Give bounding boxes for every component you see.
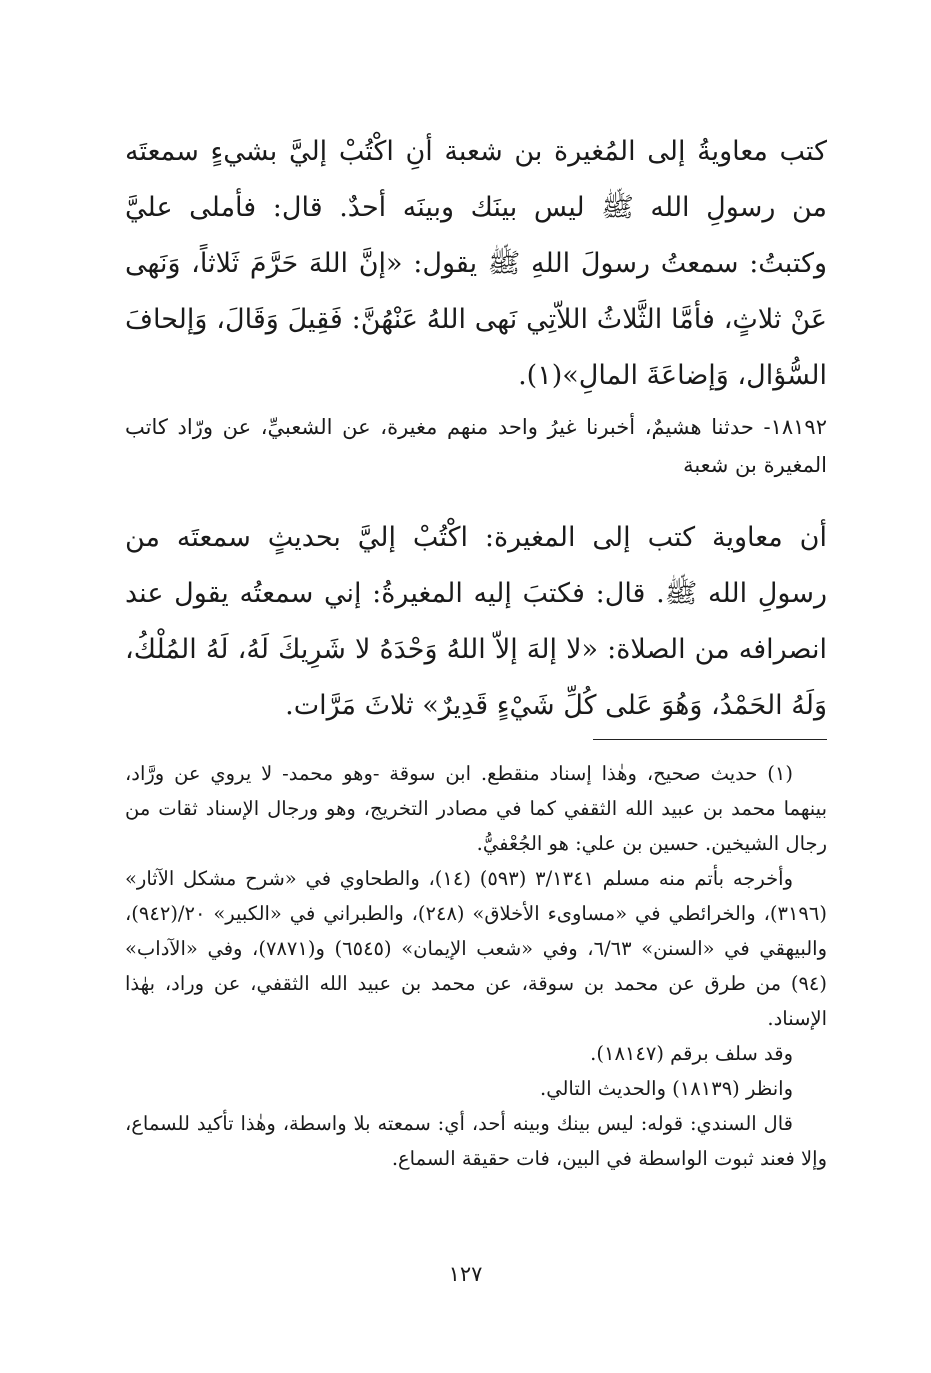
footnotes-section bbox=[125, 756, 827, 1176]
footnote-cross-reference: وقد سلف برقم (١٨١٤٧). bbox=[590, 1042, 793, 1065]
hadith-text-paragraph-2: أن معاوية كتب إلى المغيرة: اكْتُبْ إليَّ بحديثٍ سمعتَه من رسولِ الله ﷺ. قال: فكتبَ إليه المغيرةُ: إني سمعتُه يقول عند انصرافه من الصلاة: «لا إلهَ إلاّ اللهُ وَحْدَهُ لا شَرِيكَ لَهُ، لَهُ المُلْكُ، وَلَهُ الحَمْدُ، وَهُوَ عَلى كُلِّ شَيْءٍ قَدِيرٌ» ثلاثَ مَرَّات. bbox=[125, 522, 827, 721]
footnote-1: (١) حديث صحيح، وهٰذا إسناد منقطع. ابن سوقة -وهو محمد- لا يروي عن ورَّاد، بينهما محمد بن عبيد الله الثقفي كما في مصادر التخريج، وهو ورجال الإسناد ثقات من رجال الشيخين. حسين بن علي: هو الجُعْفيُّ. bbox=[125, 762, 827, 855]
footnote-sindi-comment: قال السندي: قوله: ليس بينك وبينه أحد، أي: سمعته بلا واسطة، وهٰذا تأكيد للسماع، وإلا فعند ثبوت الواسطة في البين، فات حقيقة السماع. bbox=[125, 1112, 827, 1170]
page-number: ١٢٧ bbox=[448, 1262, 483, 1286]
footnote-see-also: وانظر (١٨١٣٩) والحديث التالي. bbox=[540, 1077, 793, 1100]
hadith-chain-paragraph: ١٨١٩٢- حدثنا هشيمٌ، أخبرنا غيرُ واحد منهم مغيرة، عن الشعبيِّ، عن ورّاد كاتب المغيرة بن شعبة bbox=[125, 415, 827, 477]
hadith-text-paragraph: كتب معاويةُ إلى المُغيرة بن شعبة أنِ اكْتُبْ إليَّ بشيءٍ سمعتَه من رسولِ الله ﷺ ليس بينَك وبينَه أحدٌ. قال: فأملى عليَّ وكتبتُ: سمعتُ رسولَ اللهِ ﷺ يقول: «إنَّ اللهَ حَرَّمَ ثَلاثاً، وَنَهى عَنْ ثلاثٍ، فأمَّا الثَّلاثُ اللاّتِي نَهى اللهُ عَنْهُنَّ: فَقِيلَ وَقَالَ، وَإلحافَ السُّؤال، وَإضاعَةَ المالِ»(١). bbox=[125, 136, 827, 391]
footnote-takhrij: وأخرجه بأتم منه مسلم ٣/١٣٤١ (٥٩٣) (١٤)، والطحاوي في «شرح مشكل الآثار» (٣١٩٦)، والخرائطي في «مساوىء الأخلاق» (٢٤٨)، والطبراني في «الكبير» ٢٠/(٩٤٢)، والبيهقي في «السنن» ٦/٦٣، وفي «شعب الإيمان» (٦٥٤٥) و(٧٨٧١)، وفي «الآداب» (٩٤) من طرق عن محمد بن سوقة، عن محمد بن عبيد الله الثقفي، عن وراد، بهٰذا الإسناد. bbox=[125, 867, 827, 1030]
footnote-separator bbox=[593, 739, 827, 740]
